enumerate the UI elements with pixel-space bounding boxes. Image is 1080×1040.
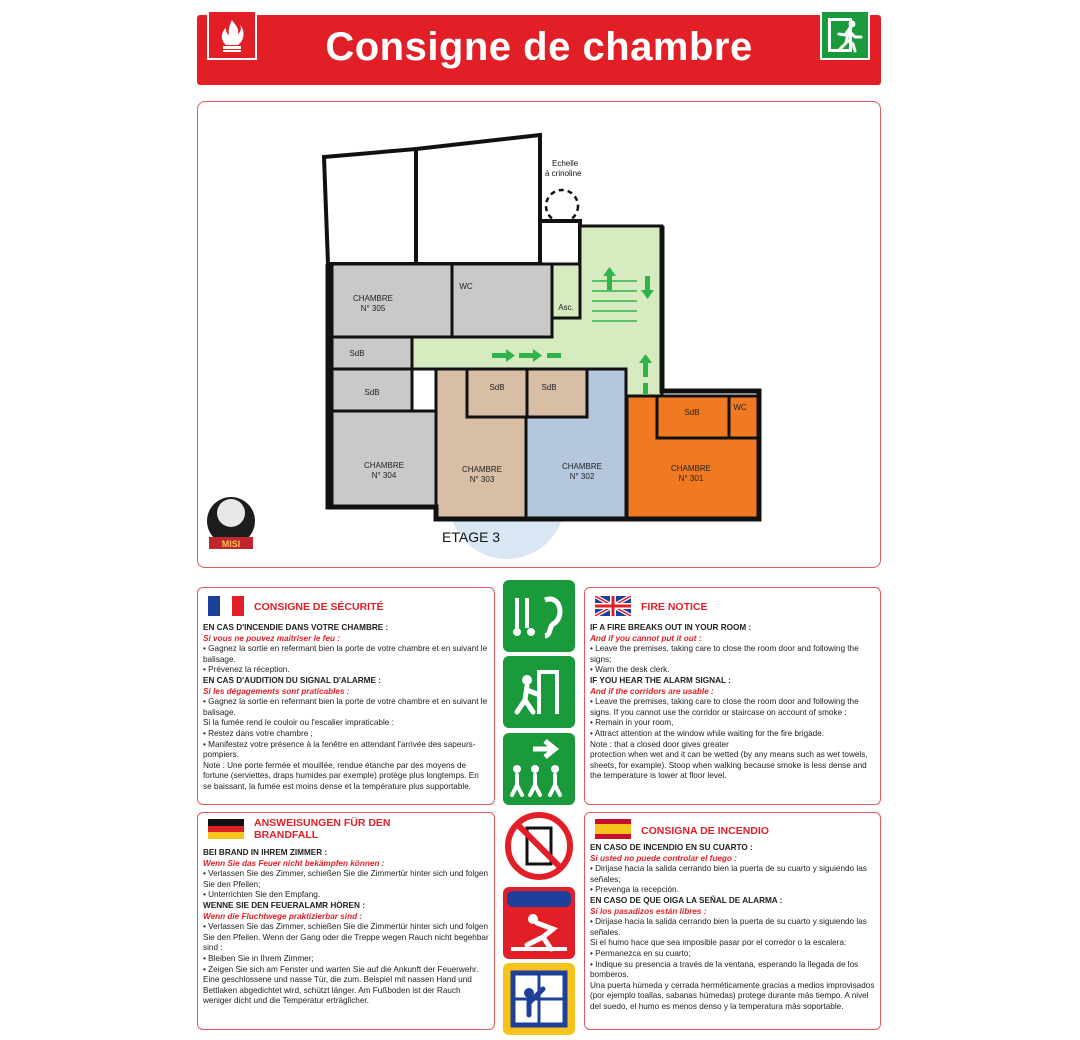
instruction-line: IF A FIRE BREAKS OUT IN YOUR ROOM : <box>590 623 752 632</box>
ladder-label-2: à crinoline <box>545 169 582 178</box>
signal-at-window-icon <box>503 963 575 1035</box>
instruction-line: Note : Une porte fermée et mouillée, rendue étanche par des moyens de fortune (serviettes, draps humides par exemple) protège plus longtemps. En se baissant, la fumée est moins dense et la température plus supportable. <box>203 760 479 791</box>
instruction-line: protection when wet and it can be wetted (by any means such as wet towels, sheets, for example). Stoop when walking because smoke is less dense and the temperature is lower at floor level. <box>590 750 868 781</box>
instruction-line: Si les dégagements sont praticables : <box>203 686 350 696</box>
instruction-line: IF YOU HEAR THE ALARM SIGNAL : <box>590 675 731 685</box>
instruction-line: • Leave the premises, taking care to close the room door and following the signs; <box>590 644 859 664</box>
instruction-line: And if you cannot put it out : <box>590 633 702 643</box>
instruction-line: Si el humo hace que sea imposible pasar por el corredor o la escalera: <box>590 938 847 948</box>
instruction-line: • Prevenga la recepción. <box>590 885 679 895</box>
sdb-label: SdB <box>541 383 557 392</box>
instruction-line: • Verlassen Sie des Zimmer, schießen Sie die Zimmertür hinter sich und folgen Sie den Pfeilen; <box>203 869 489 889</box>
panel-fr-title: CONSIGNE DE SÉCURITÉ <box>254 601 384 613</box>
sdb-label: SdB <box>349 349 365 358</box>
panel-es <box>584 812 881 1030</box>
instruction-line: • Restez dans votre chambre ; <box>203 728 313 738</box>
room-301-label: CHAMBRE <box>670 464 712 473</box>
instruction-line: • Gagnez la sortie en refermant bien la porte de votre chambre et en suivant le balisage. <box>203 644 488 664</box>
instruction-line: • Dirijase hacia la salida cerrando bien la puerta de su cuarto y siguiendo las señales. <box>590 917 867 937</box>
instruction-line: Si la fumée rend le couloir ou l'escalier impraticable : <box>203 718 394 728</box>
room-302-number: N° 302 <box>569 472 595 481</box>
panel-fr <box>197 587 495 805</box>
flag-uk-icon <box>595 596 631 616</box>
sdb-302 <box>527 369 587 417</box>
instruction-line: EN CASO DE QUE OIGA LA SEÑAL DE ALARMA : <box>590 895 783 905</box>
sdb-label: SdB <box>489 383 505 392</box>
sdb-303 <box>467 369 527 417</box>
instruction-line: Wenn die Fluchtwege praktizierbar sind : <box>203 911 363 921</box>
page-title: Consigne de chambre <box>325 25 753 69</box>
instruction-line: Note : that a closed door gives greater <box>590 739 729 749</box>
instruction-line: Una puerta húmeda y cerrada herméticamente gracias a medios improvisados (por ejemplo toallas, sabanas húmedas) protege durante más tiempo. A nivel del suedo, el humo es menos denso y la temperatura más soportable. <box>590 980 875 1011</box>
instruction-line: Eine geschlossene und nasse Tür, die zum. Beispiel mit nassen Hand und Bettlaken abgedichtet wird, schützt länger. Am Fußboden ist der Rauch weniger dicht und die Temperatur erträglicher. <box>203 975 472 1006</box>
instruction-line: • Remain in your room, <box>590 718 674 728</box>
sdb-305 <box>332 337 412 369</box>
no-elevator-icon <box>503 810 575 882</box>
instruction-line: • Permanezca en su cuarto; <box>590 948 691 958</box>
room-305-number: N° 305 <box>360 304 386 313</box>
panel-de <box>197 812 495 1030</box>
fire-icon <box>207 10 257 60</box>
ladder-label-1: Echelle <box>552 159 579 168</box>
panel-de-text <box>203 848 489 1007</box>
instruction-line: Si usted no puede controlar el fuego : <box>590 853 737 863</box>
panel-en-text <box>590 623 875 782</box>
instruction-line: • Attract attention at the window while waiting for the fire brigade. <box>590 728 825 738</box>
alarm-hearing-icon <box>503 580 575 652</box>
flag-france-icon <box>208 596 244 616</box>
elevator-label: Asc. <box>558 303 574 312</box>
instruction-line: • Leave the premises, taking care to close the room door and following the signs. If you cannot use the corridor or staircase on account of smoke : <box>590 697 859 717</box>
room-304-number: N° 304 <box>371 471 397 480</box>
floor-plan <box>197 101 881 568</box>
instruction-line: • Verlassen Sie das Zimmer, schießen Sie die Zimmertür hinter sich und folgen Sie den Pfeilen. Wenn der Gang oder die Treppe wegen Rauch nicht begehbar sind : <box>203 922 489 953</box>
ladder-symbol <box>546 190 578 222</box>
panel-de-title-line1: ANSWEISUNGEN FÜR DEN <box>254 817 391 829</box>
instruction-line: • Indique su presencia a través de la ventana, esperando la llegada de los bomberos. <box>590 959 859 980</box>
room-301-number: N° 301 <box>678 474 704 483</box>
sdb-label: SdB <box>684 408 700 417</box>
instruction-line: • Manifestez votre présence à la fenêtre en attendant l'arrivée des sapeurs-pompiers. <box>203 739 476 760</box>
panel-fr-text <box>203 623 489 793</box>
instruction-line: WENNE SIE DEN FEUERALAMR HÖREN : <box>203 900 365 910</box>
emergency-exit-icon <box>820 10 870 60</box>
instruction-line: • Warn the desk clerk. <box>590 665 670 675</box>
room-303-number: N° 303 <box>469 475 495 484</box>
panel-de-title <box>254 817 391 841</box>
misi-logo <box>207 497 255 549</box>
wc-305 <box>452 264 552 337</box>
instruction-line: Si vous ne pouvez maitriser le feu : <box>203 633 340 643</box>
instruction-line: And if the corridors are usable : <box>590 686 714 696</box>
instruction-line: • Prévenez la réception. <box>203 665 290 675</box>
instruction-line: BEI BRAND IN IHREM ZIMMER : <box>203 848 328 857</box>
room-304-label: CHAMBRE <box>363 461 405 470</box>
room-304 <box>332 411 436 507</box>
room-305-label: CHAMBRE <box>352 294 394 303</box>
wc-label: WC <box>733 403 747 412</box>
logo-text: MISI <box>221 539 241 549</box>
stoop-under-smoke-icon <box>503 887 575 959</box>
flag-spain-icon <box>595 819 631 839</box>
instruction-line: Wenn Sie das Feuer nicht bekämpfen können : <box>203 858 385 868</box>
instruction-line: EN CAS D'INCENDIE DANS VOTRE CHAMBRE : <box>203 623 389 632</box>
panel-es-title: CONSIGNA DE INCENDIO <box>641 825 769 837</box>
room-303-label: CHAMBRE <box>461 465 503 474</box>
sdb-label: SdB <box>364 388 380 397</box>
header-banner <box>197 15 881 85</box>
room-302-label: CHAMBRE <box>561 462 603 471</box>
instruction-line: EN CAS D'AUDITION DU SIGNAL D'ALARME : <box>203 675 381 685</box>
instruction-line: EN CASO DE INCENDIO EN SU CUARTO : <box>590 843 753 852</box>
instruction-line: • Dirijase hacia la salida cerrando bien la puerta de su cuarto y siguiendo las señales; <box>590 864 867 884</box>
instruction-line: • Gagnez la sortie en refermant bien la porte de votre chambre et en suivant le balisage. <box>203 697 488 717</box>
wc-label: WC <box>459 282 473 291</box>
instruction-line: Si los pasadizos están libres : <box>590 906 707 916</box>
leave-room-icon <box>503 656 575 728</box>
floor-label: ETAGE 3 <box>442 529 501 545</box>
panel-es-text <box>590 843 875 1013</box>
flag-germany-icon <box>208 819 244 839</box>
instruction-line: • Bleiben Sie in Ihrem Zimmer; <box>203 953 314 963</box>
panel-de-title-line2: BRANDFALL <box>254 829 319 841</box>
sdb-301 <box>657 396 729 438</box>
instruction-line: • Zeigen Sie sich am Fenster und warten Sie auf die Ankunft der Feuerwehr. <box>203 964 479 974</box>
panel-en-title: FIRE NOTICE <box>641 601 708 613</box>
evacuate-follow-arrow-icon <box>503 733 575 805</box>
panel-en <box>584 587 881 805</box>
instruction-line: • Unterrichten Sie den Empfang. <box>203 890 321 900</box>
